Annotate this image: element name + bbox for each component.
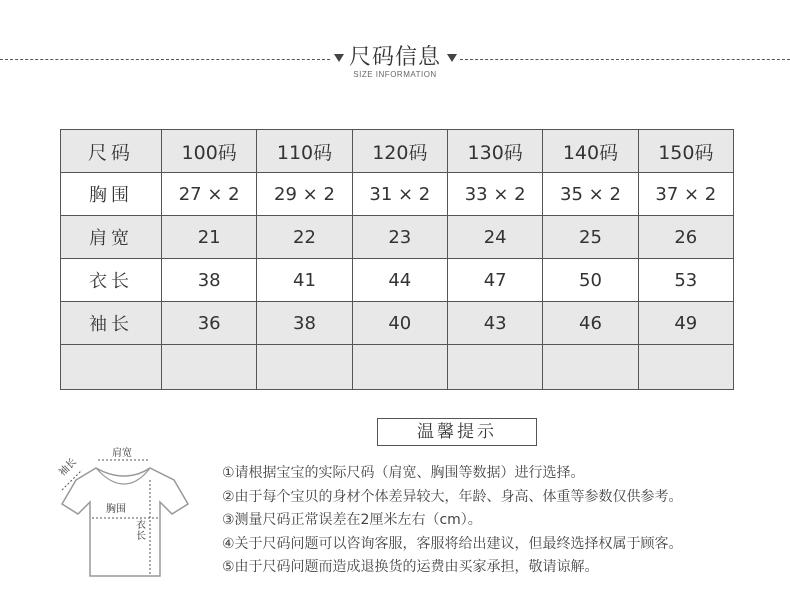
diagram-label-sleeve: 袖长	[57, 456, 79, 479]
table-row	[61, 216, 734, 259]
table-cell: 53	[638, 259, 733, 302]
table-cell: 35 × 2	[543, 173, 638, 216]
table-row-empty	[61, 345, 734, 390]
row-label: 胸围	[61, 173, 162, 216]
table-cell: 47	[447, 259, 542, 302]
table-cell: 41	[257, 259, 352, 302]
table-cell: 36	[162, 302, 257, 345]
size-header: 130码	[447, 130, 542, 173]
size-header: 100码	[162, 130, 257, 173]
table-cell: 25	[543, 216, 638, 259]
tip-item: ④关于尺码问题可以咨询客服，客服将给出建议，但最终选择权属于顾客。	[222, 535, 683, 552]
tip-item: ②由于每个宝贝的身材个体差异较大，年龄、身高、体重等参数仅供参考。	[222, 488, 683, 505]
size-table	[60, 129, 734, 390]
tip-item: ③测量尺码正常误差在2厘米左右（cm）。	[222, 512, 482, 528]
table-cell-empty	[447, 345, 542, 390]
page-subtitle: SIZE INFORMATION	[353, 70, 437, 79]
table-cell: 46	[543, 302, 638, 345]
table-row	[61, 173, 734, 216]
table-cell: 27 × 2	[162, 173, 257, 216]
table-row	[61, 259, 734, 302]
table-row	[61, 302, 734, 345]
table-cell: 26	[638, 216, 733, 259]
table-cell-empty	[638, 345, 733, 390]
table-cell: 38	[162, 259, 257, 302]
row-label: 袖长	[61, 302, 162, 345]
tips-title: 温馨提示	[377, 418, 537, 446]
table-cell-empty	[543, 345, 638, 390]
table-cell: 22	[257, 216, 352, 259]
table-cell-empty	[352, 345, 447, 390]
tshirt-diagram	[50, 436, 200, 586]
table-cell: 37 × 2	[638, 173, 733, 216]
table-cell: 50	[543, 259, 638, 302]
table-cell: 33 × 2	[447, 173, 542, 216]
table-cell: 44	[352, 259, 447, 302]
table-cell-empty	[257, 345, 352, 390]
size-header: 120码	[352, 130, 447, 173]
size-header: 150码	[638, 130, 733, 173]
tip-item: ⑤由于尺码问题而造成退换货的运费由买家承担，敬请谅解。	[222, 559, 599, 575]
size-header: 110码	[257, 130, 352, 173]
table-cell: 21	[162, 216, 257, 259]
table-cell: 40	[352, 302, 447, 345]
diagram-label-shoulder: 肩宽	[112, 448, 132, 459]
table-corner-label: 尺码	[61, 130, 162, 173]
table-cell: 24	[447, 216, 542, 259]
table-header-row	[61, 130, 734, 173]
table-cell: 43	[447, 302, 542, 345]
row-label: 衣长	[61, 259, 162, 302]
diagram-label-chest: 胸围	[106, 504, 126, 515]
table-cell: 29 × 2	[257, 173, 352, 216]
table-cell-empty	[61, 345, 162, 390]
table-cell-empty	[162, 345, 257, 390]
table-cell: 49	[638, 302, 733, 345]
row-label: 肩宽	[61, 216, 162, 259]
tip-item: ①请根据宝宝的实际尺码（肩宽、胸围等数据）进行选择。	[222, 465, 585, 481]
size-header: 140码	[543, 130, 638, 173]
header-divider-left	[0, 59, 330, 60]
header-divider-right	[460, 59, 790, 60]
tips-list	[222, 462, 683, 580]
diagram-label-length: 衣长	[136, 520, 146, 542]
table-cell: 38	[257, 302, 352, 345]
page-title: 尺码信息	[348, 45, 441, 70]
table-cell: 31 × 2	[352, 173, 447, 216]
table-cell: 23	[352, 216, 447, 259]
header-triangle-left	[334, 54, 344, 62]
header-triangle-right	[447, 54, 457, 62]
